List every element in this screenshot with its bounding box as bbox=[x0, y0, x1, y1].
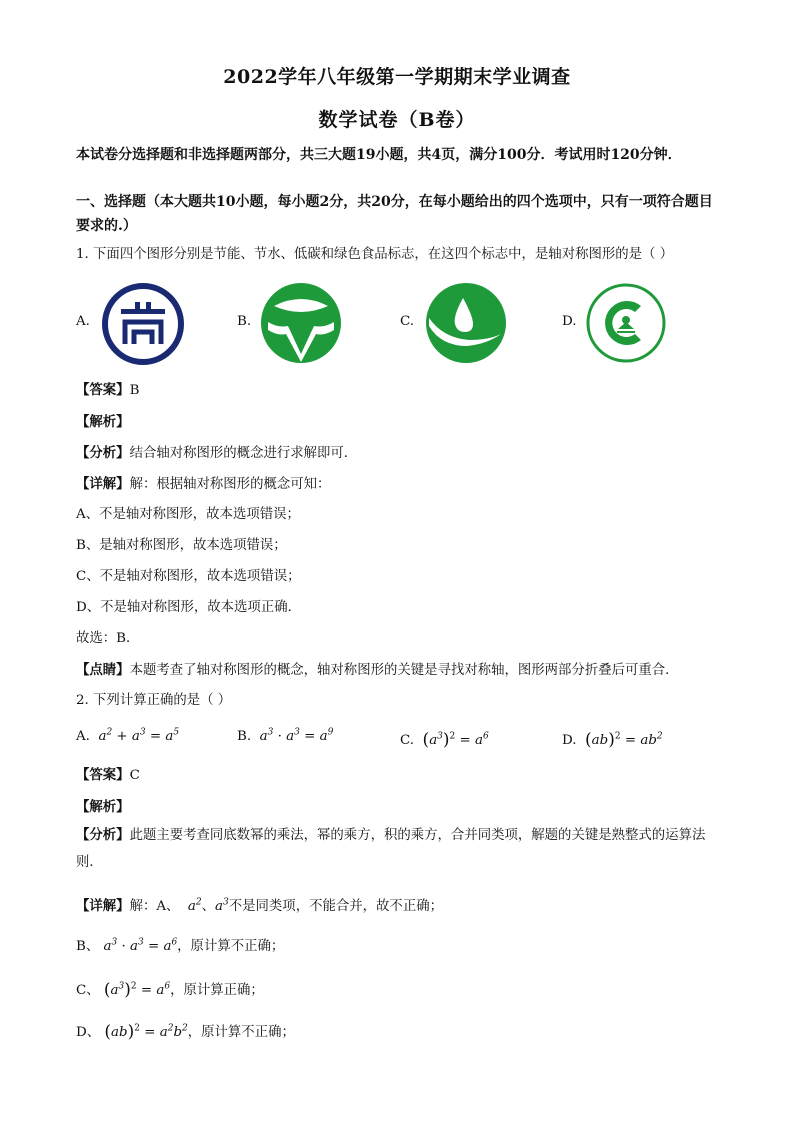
q1-analysis-heading: 【解析】 bbox=[76, 414, 130, 430]
q2-line-d: D、 $(ab)^2 = a^2b^2$，原计算不正确； bbox=[76, 1022, 295, 1042]
energy-saving-logo bbox=[101, 282, 185, 366]
section-heading: 一、选择题（本大题共10小题，每小题2分，共20分，在每小题给出的四个选项中，只有一项符合题目要求的.） bbox=[76, 194, 713, 234]
q2-option-b: B. $a^3 \cdot a^3 = a^9$ bbox=[237, 727, 334, 744]
q1-option-a-label: A. bbox=[76, 314, 90, 329]
page-title: 2022学年八年级第一学期期末学业调查 bbox=[223, 66, 571, 88]
q2-line-b: B、 $a^3 \cdot a^3 = a^6$，原计算不正确； bbox=[76, 937, 285, 954]
q2-answer: 【答案】C bbox=[76, 767, 140, 783]
q2-option-d: D. $(ab)^2 = ab^2$ bbox=[562, 730, 663, 750]
q1-option-d-label: D. bbox=[562, 314, 577, 329]
page-subtitle: 数学试卷（B卷） bbox=[318, 109, 476, 131]
q2-fenxi: 【分析】此题主要考查同底数幂的乘法，幂的乘方，积的乘方，合并同类项，解题的关键是熟整式的运算法则． bbox=[76, 827, 706, 870]
q1-xiangjie: 【详解】解：根据轴对称图形的概念可知： bbox=[76, 476, 331, 492]
q2-option-c: C. $(a^3)^2 = a^6$ bbox=[400, 730, 489, 750]
q2-xiangjie: 【详解】解：A、 $a^2$、$a^3$不是同类项，不能合并，故不正确； bbox=[76, 897, 443, 914]
q1-fenxi: 【分析】结合轴对称图形的概念进行求解即可． bbox=[76, 445, 358, 461]
q1-line-a: A、不是轴对称图形，故本选项错误； bbox=[76, 507, 300, 522]
q2-analysis-heading: 【解析】 bbox=[76, 799, 130, 815]
q1-line-b: B、是轴对称图形，故本选项错误； bbox=[76, 538, 287, 553]
q1-line-c: C、不是轴对称图形，故本选项错误； bbox=[76, 569, 301, 584]
q1-dianjing: 【点睛】本题考查了轴对称图形的概念，轴对称图形的关键是寻找对称轴，图形两部分折叠后可重合． bbox=[76, 662, 679, 678]
q1-option-b-label: B. bbox=[237, 314, 252, 329]
green-food-logo bbox=[585, 282, 667, 364]
q1-option-c-label: C. bbox=[400, 314, 415, 329]
water-saving-logo bbox=[258, 280, 344, 366]
exam-intro: 本试卷分选择题和非选择题两部分，共三大题19小题，共4页，满分100分．考试用时120分钟． bbox=[76, 147, 682, 163]
q1-answer: 【答案】B bbox=[76, 382, 140, 398]
q2-line-c: C、 $(a^3)^2 = a^6$，原计算正确； bbox=[76, 980, 264, 1000]
low-carbon-logo bbox=[423, 280, 509, 366]
q2-stem: 2. 下列计算正确的是（ ） bbox=[76, 693, 232, 708]
q2-option-a: A. $a^2 + a^3 = a^5$ bbox=[76, 727, 180, 744]
q1-conclusion: 故选：B． bbox=[76, 631, 140, 646]
q1-line-d: D、不是轴对称图形，故本选项正确． bbox=[76, 600, 301, 615]
q1-stem: 1. 下面四个图形分别是节能、节水、低碳和绿色食品标志，在这四个标志中，是轴对称图形的是（ ） bbox=[76, 247, 674, 262]
